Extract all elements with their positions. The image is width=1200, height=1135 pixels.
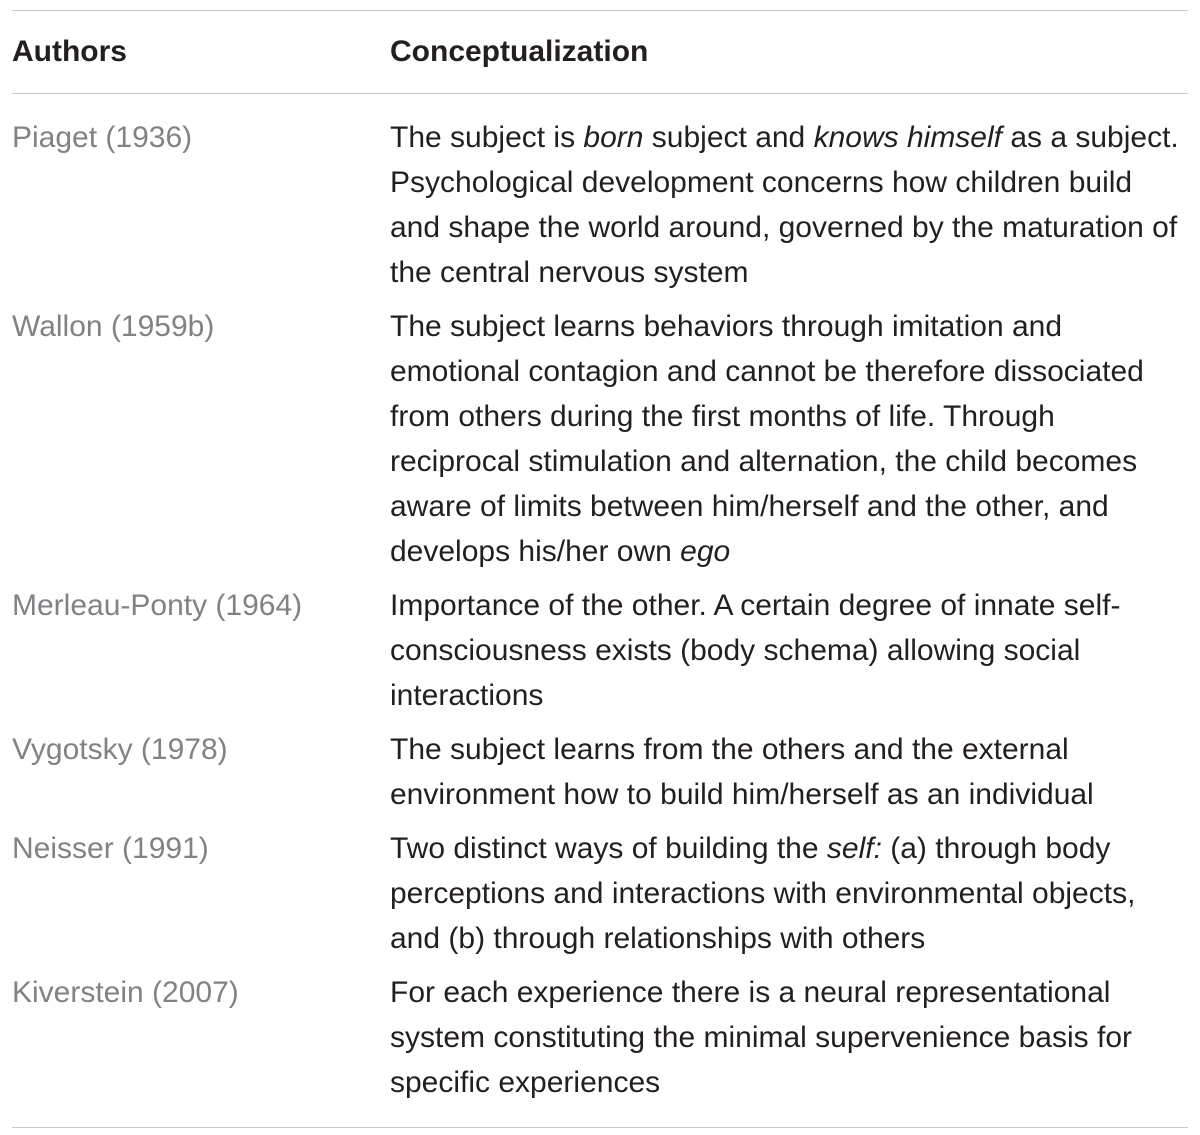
conceptualization-text: (a) through body perceptions and interactions with environmental objects, and (b) through relationships with others: [390, 832, 1136, 955]
author-cell: Merleau-Ponty (1964): [12, 589, 303, 622]
conceptualization-text: The subject learns behaviors through imitation and emotional contagion and cannot be therefore dissociated from others during the first months of life. Through reciprocal stimulation and alternation, the child becomes aware of limits between him/herself and the other, and develops his/her own: [390, 310, 1144, 568]
conceptualization-cell: [390, 94, 1188, 305]
conceptualization-text: ego: [680, 535, 731, 568]
conceptualization-text: knows himself: [813, 121, 1002, 154]
conceptualization-text: The subject learns from the others and the external environment how to build him/herself as an individual: [390, 733, 1094, 811]
author-cell: Neisser (1991): [12, 832, 209, 865]
table-body: [12, 94, 1188, 1128]
author-cell: Kiverstein (2007): [12, 976, 239, 1009]
conceptualization-text: subject and: [643, 121, 814, 154]
conceptualization-cell: [390, 583, 1188, 727]
conceptualization-cell: [390, 970, 1188, 1128]
table-header: [12, 11, 1188, 94]
conceptualization-cell: [390, 826, 1188, 970]
author-cell: Piaget (1936): [12, 121, 193, 154]
author-cell: Wallon (1959b): [12, 310, 215, 343]
author-cell: Vygotsky (1978): [12, 733, 228, 766]
conceptualization-text: as a subject. Psychological development concerns how children build and shape the world around, governed by the maturation of the central nervous system: [390, 121, 1179, 289]
header-authors: Authors: [12, 35, 127, 68]
conceptualization-cell: [390, 727, 1188, 826]
header-conceptualization: Conceptualization: [390, 35, 649, 68]
conceptualization-text: Importance of the other. A certain degree of innate self-consciousness exists (body schema) allowing social interactions: [390, 589, 1121, 712]
table-row: [12, 304, 1188, 583]
conceptualization-text: born: [583, 121, 644, 154]
conceptualization-text: For each experience there is a neural representational system constituting the minimal supervenience basis for specific experiences: [390, 976, 1133, 1099]
table-row: [12, 727, 1188, 826]
conceptualization-text: The subject is: [390, 121, 584, 154]
header-row: [12, 11, 1188, 94]
table-row: [12, 583, 1188, 727]
conceptualization-cell: [390, 304, 1188, 583]
table-row: [12, 94, 1188, 305]
table-container: [12, 10, 1188, 1128]
table-row: [12, 826, 1188, 970]
authors-conceptualization-table: [12, 10, 1188, 1128]
table-row: [12, 970, 1188, 1128]
conceptualization-text: self:: [826, 832, 882, 865]
conceptualization-text: Two distinct ways of building the: [390, 832, 827, 865]
